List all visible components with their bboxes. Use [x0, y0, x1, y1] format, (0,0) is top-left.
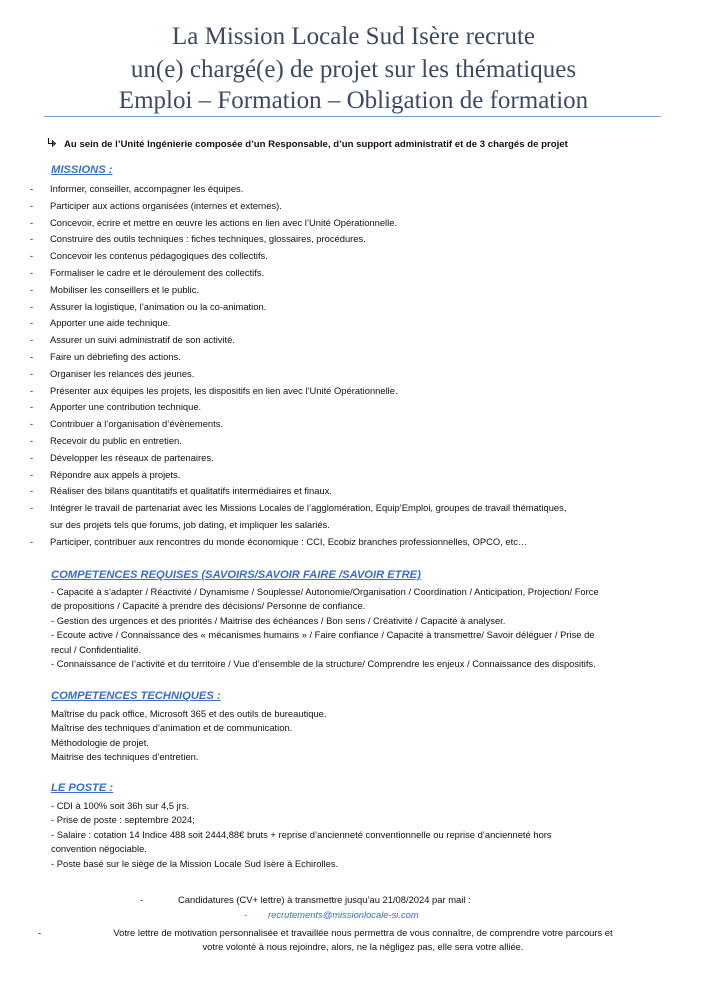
intro-line: [44, 137, 684, 150]
poste-line: - Poste basé sur le siège de la Mission Locale Sud Isère à Echirolles.: [51, 857, 339, 869]
title-line-3: Emploi – Formation – Obligation de formation: [118, 87, 589, 114]
competences-line: - Gestion des urgences et des priorités / Maitrise des échéances / Bon sens / Créativité / Capacité à analyser.: [51, 614, 506, 626]
list-item: - Développer les réseaux de partenaires.: [30, 451, 214, 463]
missions-list: [30, 181, 680, 551]
list-item: - Répondre aux appels à projets.: [30, 468, 181, 480]
list-item: - Formaliser le cadre et le déroulement des collectifs.: [30, 266, 265, 278]
list-item: - Mobiliser les conseillers et le public.: [30, 283, 200, 295]
competences-line: - Ecoute active / Connaissance des « mécanismes humains » / Faire confiance / Capacité à transmettre/ Savoir déléguer / Prise de: [51, 629, 595, 641]
list-item: - Participer aux actions organisées (internes et externes).: [30, 199, 282, 211]
list-item: - Informer, conseiller, accompagner les équipes.: [30, 183, 244, 194]
competences-heading: COMPETENCES REQUISES (SAVOIRS/SAVOIR FAIRE /SAVOIR ETRE): [51, 569, 421, 581]
techniques-line: Maitrise des techniques d’entretien.: [51, 751, 199, 763]
poste-line: - Prise de poste : septembre 2024;: [51, 814, 195, 826]
list-item: - Assurer la logistique, l’animation ou la co-animation.: [30, 300, 267, 312]
list-item: - Construire des outils techniques : fiches techniques, glossaires, procédures.: [30, 233, 366, 245]
list-item: - Faire un débriefing des actions.: [30, 350, 181, 362]
poste-line: - Salaire : cotation 14 Indice 488 soit 2444,88€ bruts + reprise d’ancienneté conventionnelle ou reprise d’ancienneté hors: [51, 828, 552, 840]
techniques-block: [51, 707, 691, 765]
poste-block: [51, 799, 691, 871]
list-item: - Concevoir les contenus pédagogiques des collectifs.: [30, 250, 268, 262]
list-item: - Apporter une contribution technique.: [30, 401, 202, 413]
closing-line-2: votre volonté à nous rejoindre, alors, ne la négligez pas, elle sera votre alliée.: [202, 941, 524, 952]
list-item: - Assurer un suivi administratif de son activité.: [30, 334, 235, 346]
techniques-line: Maîtrise des techniques d’animation et de communication.: [51, 722, 293, 734]
list-item: - Apporter une aide technique.: [30, 317, 171, 329]
techniques-heading: COMPETENCES TECHNIQUES :: [51, 690, 221, 702]
candidatures-line: - Candidatures (CV+ lettre) à transmettre jusqu’au 21/08/2024 par mail :: [140, 894, 471, 905]
list-item: - Concevoir, écrire et mettre en œuvre les actions en lien avec l’Unité Opérationnelle.: [30, 216, 398, 228]
list-item: - Réaliser des bilans quantitatifs et qualitatifs intermédiaires et finaux.: [30, 485, 332, 497]
email-line: - recrutements@missionlocale-si.com: [244, 909, 419, 920]
list-item: - Participer, contribuer aux rencontres du monde économique : CCI, Ecobiz branches professionnelles, OPCO, etc…: [30, 535, 528, 547]
title-divider: [44, 116, 661, 117]
email-link[interactable]: recrutements@missionlocale-si.com: [268, 909, 419, 920]
title-line-1: La Mission Locale Sud Isère recrute: [171, 23, 536, 50]
closing-paragraph: - Votre lettre de motivation personnalisée et travaillée nous permettra de vous connaître, de comprendre votre parcours et votre volonté à nous rejoindre, alors, ne la négligez pas, elle sera votre alliée.: [38, 926, 678, 954]
list-item: - Organiser les relances des jeunes.: [30, 367, 195, 379]
list-item: - Intégrer le travail de partenariat avec les Missions Locales de l’agglomération, Equip’Emploi, groupes de travail thématiques, sur des projets tels que forums, job dating, et impliquer les salariés.: [30, 500, 680, 534]
missions-heading: MISSIONS :: [51, 164, 113, 176]
list-item: - Présenter aux équipes les projets, les dispositifs en lien avec l’Unité Opérationnelle.: [30, 384, 398, 396]
competences-line: de propositions / Capacité à prendre des décisions/ Personne de confiance.: [51, 600, 366, 612]
closing-line-1: Votre lettre de motivation personnalisée et travaillée nous permettra de vous connaître, de comprendre votre parcours et: [113, 927, 613, 938]
competences-line: - Capacité à s’adapter / Réactivité / Dynamisme / Souplesse/ Autonomie/Organisation / Coordination / Anticipation, Projection/ Force: [51, 586, 599, 597]
competences-block: [51, 585, 691, 671]
competences-line: recul / Confidentialité.: [51, 643, 142, 655]
title-line-2: un(e) chargé(e) de projet sur les thématiques: [130, 56, 577, 83]
poste-line: - CDI à 100% soit 36h sur 4,5 jrs.: [51, 800, 190, 811]
list-item: - Contribuer à l’organisation d’évènements.: [30, 418, 224, 430]
poste-line: convention négociable.: [51, 843, 147, 855]
competences-line: - Connaissance de l’activité et du territoire / Vue d’ensemble de la structure/ Comprendre les enjeux / Connaissance des dispositifs.: [51, 658, 596, 670]
intro-text: Au sein de l’Unité Ingénierie composée d’un Responsable, d’un support administratif et de 3 chargés de projet: [64, 139, 568, 150]
list-item-continuation: sur des projets tels que forums, job dating, et impliquer les salariés.: [50, 518, 330, 530]
list-item: - Recevoir du public en entretien.: [30, 434, 182, 446]
arrow-icon: [44, 137, 60, 150]
poste-heading: LE POSTE :: [51, 782, 114, 794]
techniques-line: Méthodologie de projet.: [51, 736, 149, 748]
techniques-line: Maîtrise du pack office, Microsoft 365 et des outils de bureautique.: [51, 708, 327, 719]
candidatures-text: Candidatures (CV+ lettre) à transmettre jusqu’au 21/08/2024 par mail :: [178, 894, 471, 905]
